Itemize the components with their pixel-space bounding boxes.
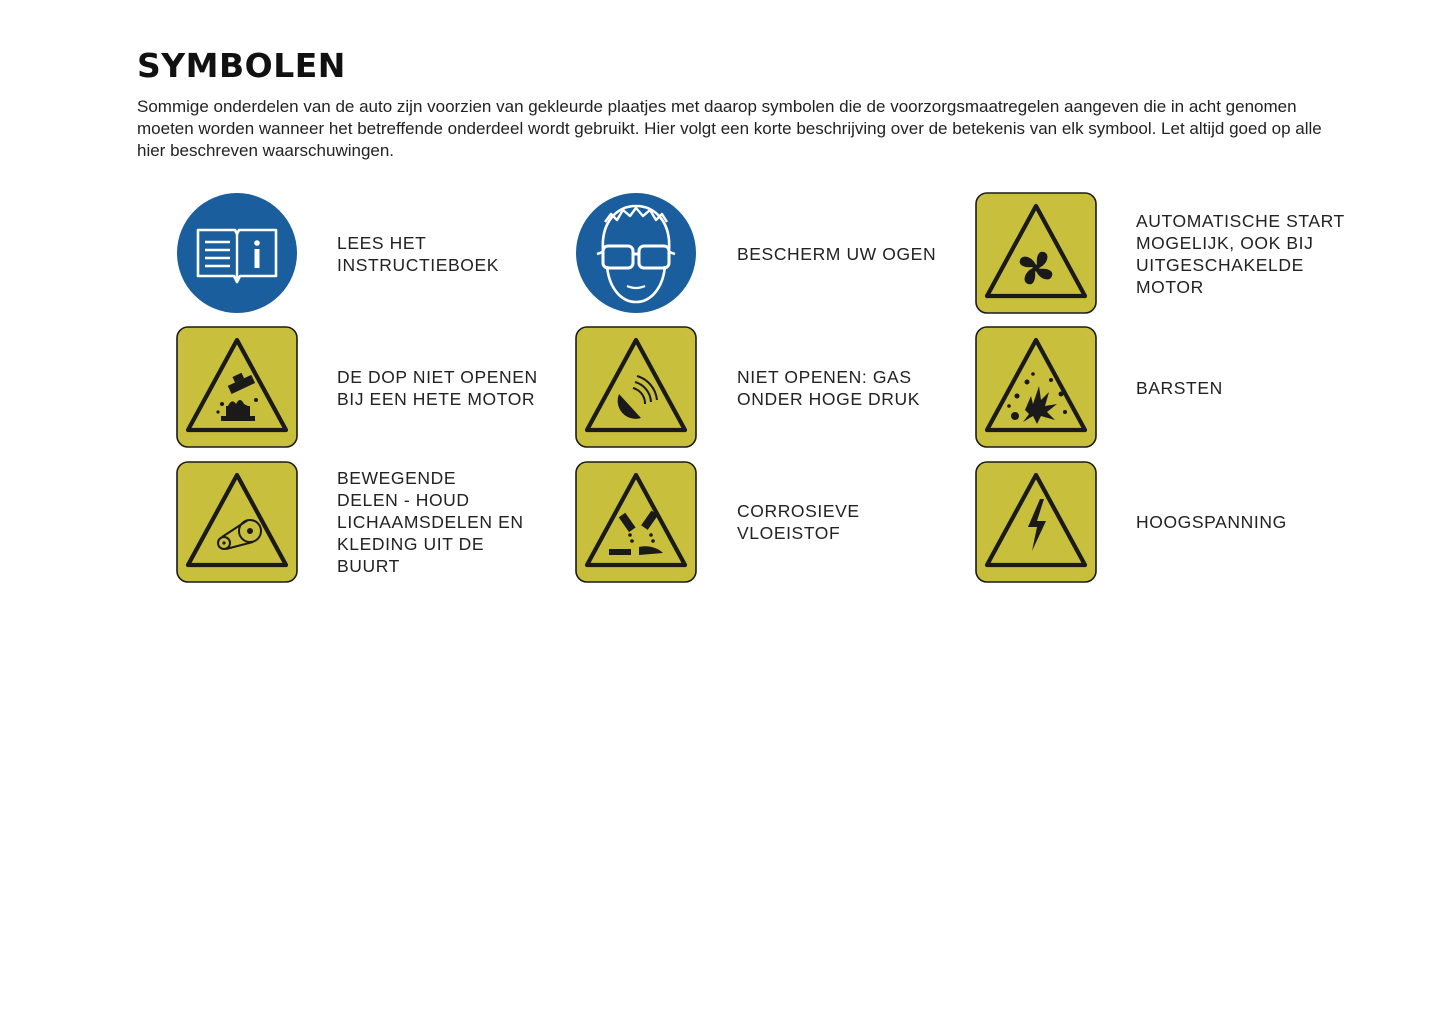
symbol-label-fan-autostart: AUTOMATISCHE START MOGELIJK, OOK BIJ UITGESCHAKELDE MOTOR	[1136, 211, 1345, 297]
moving-parts-icon	[176, 461, 298, 583]
pressurized-gas-icon	[575, 326, 697, 448]
hot-cap-icon	[176, 326, 298, 448]
symbol-label-hot-cap: DE DOP NIET OPENEN BIJ EEN HETE MOTOR	[337, 367, 538, 409]
symbol-label-eye-protection: BESCHERM UW OGEN	[737, 244, 937, 264]
page-title: SYMBOLEN	[137, 46, 346, 85]
fan-autostart-icon	[975, 192, 1097, 314]
intro-text: Sommige onderdelen van de auto zijn voorzien van gekleurde plaatjes met daarop symbolen die de voorzorgsmaatregelen aangeven die in acht genomen moeten worden wanneer het betreffende onderdeel wordt gebruikt. Hier volgt een korte beschrijving over de betekenis van elk symbool. Let altijd goed op alle hier beschreven waarschuwingen.	[137, 97, 1322, 160]
symbol-label-pressurized-gas: NIET OPENEN: GAS ONDER HOGE DRUK	[737, 367, 921, 409]
symbol-label-moving-parts: BEWEGENDE DELEN - HOUD LICHAAMSDELEN EN KLEDING UIT DE BUURT	[337, 468, 524, 576]
eye-protection-icon	[575, 192, 697, 314]
symbol-label-read-manual: LEES HET INSTRUCTIEBOEK	[337, 233, 500, 275]
high-voltage-icon	[975, 461, 1097, 583]
read-manual-icon	[176, 192, 298, 314]
corrosive-icon	[575, 461, 697, 583]
symbol-label-high-voltage: HOOGSPANNING	[1136, 512, 1287, 532]
explosion-icon	[975, 326, 1097, 448]
symbol-label-corrosive: CORROSIEVE VLOEISTOF	[737, 501, 860, 543]
symbol-label-explosion: BARSTEN	[1136, 378, 1223, 398]
